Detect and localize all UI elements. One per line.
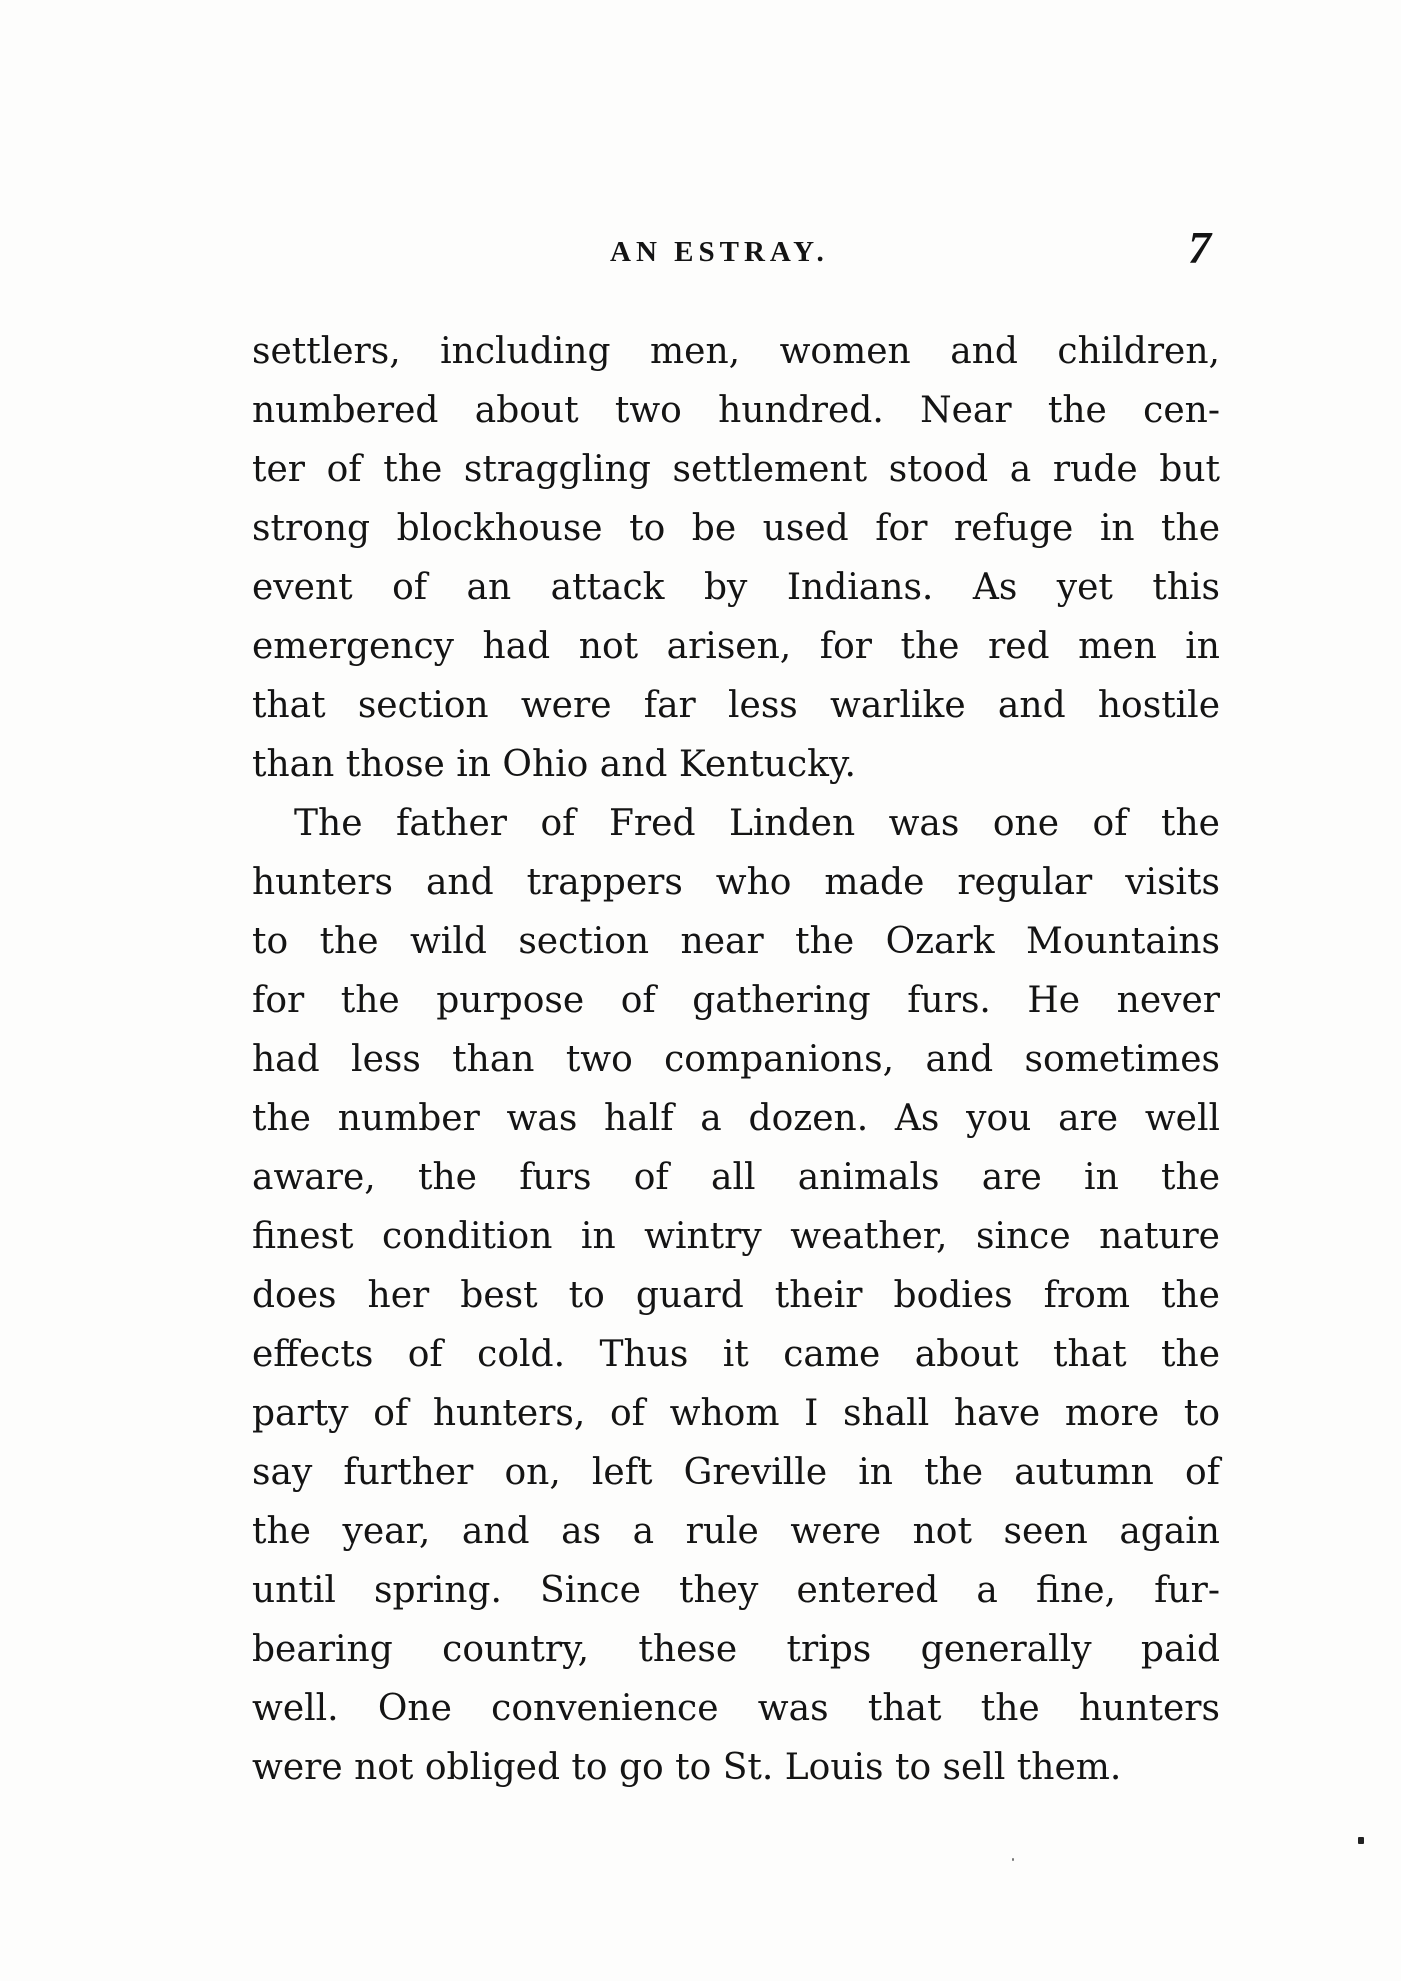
text-line: the year, and as a rule were not seen again xyxy=(252,1511,1220,1552)
running-title: AN ESTRAY. xyxy=(610,236,829,268)
text-line: had less than two companions, and sometimes xyxy=(252,1039,1220,1080)
text-line: emergency had not arisen, for the red men in xyxy=(252,626,1220,667)
text-line: effects of cold. Thus it came about that the xyxy=(252,1334,1220,1375)
text-line: bearing country, these trips generally paid xyxy=(252,1629,1220,1670)
text-line: settlers, including men, women and children, xyxy=(252,331,1220,372)
text-line: finest condition in wintry weather, since nature xyxy=(252,1216,1220,1257)
text-line: than those in Ohio and Kentucky. xyxy=(252,744,856,785)
text-line: party of hunters, of whom I shall have more to xyxy=(252,1393,1220,1434)
page-number: 7 xyxy=(1188,222,1211,273)
text-line: say further on, left Greville in the autumn of xyxy=(252,1452,1220,1493)
text-line: hunters and trappers who made regular visits xyxy=(252,862,1220,903)
text-line: the number was half a dozen. As you are well xyxy=(252,1098,1220,1139)
text-line: that section were far less warlike and hostile xyxy=(252,685,1220,726)
text-line: for the purpose of gathering furs. He never xyxy=(252,980,1220,1021)
scan-speck xyxy=(1358,1837,1364,1844)
text-line: were not obliged to go to St. Louis to sell them. xyxy=(252,1747,1122,1788)
scan-speck xyxy=(1012,1858,1014,1861)
text-line: ter of the straggling settlement stood a rude but xyxy=(252,449,1220,490)
text-line: event of an attack by Indians. As yet this xyxy=(252,567,1220,608)
text-line: The father of Fred Linden was one of the xyxy=(294,803,1220,844)
text-line: numbered about two hundred. Near the cen- xyxy=(252,390,1220,431)
body-text xyxy=(252,322,1220,1797)
text-line: strong blockhouse to be used for refuge in the xyxy=(252,508,1220,549)
text-line: until spring. Since they entered a fine, fur- xyxy=(252,1570,1220,1611)
text-line: to the wild section near the Ozark Mountains xyxy=(252,921,1220,962)
running-header xyxy=(0,222,1401,292)
text-line: well. One convenience was that the hunters xyxy=(252,1688,1220,1729)
text-line: does her best to guard their bodies from the xyxy=(252,1275,1220,1316)
text-line: aware, the furs of all animals are in the xyxy=(252,1157,1220,1198)
